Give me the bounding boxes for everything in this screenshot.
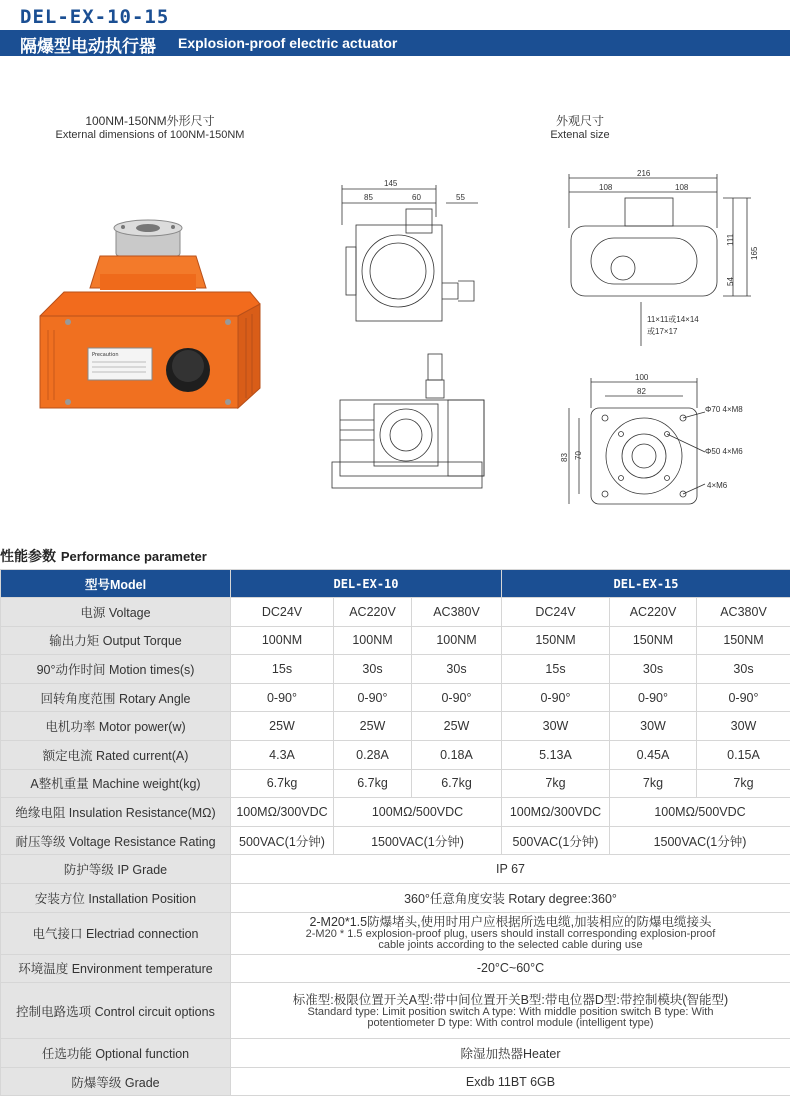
table-row — [1, 883, 790, 912]
table-cell: 100MΩ/500VDC — [334, 798, 502, 827]
flange-dim-100: 100 — [635, 373, 649, 382]
table-row — [1, 826, 790, 855]
table-cell: -20°C~60°C — [231, 954, 790, 983]
side-dim-right: 55 — [456, 193, 465, 202]
table-cell: DC24V — [231, 598, 334, 627]
table-cell: 25W — [412, 712, 502, 741]
row-label: 额定电流 Rated current(A) — [1, 740, 231, 769]
table-cell: AC220V — [334, 598, 412, 627]
table-row — [1, 740, 790, 769]
flange-dim-70: 70 — [574, 451, 583, 460]
table-cell: 4.3A — [231, 740, 334, 769]
row-label: 任选功能 Optional function — [1, 1039, 231, 1068]
table-cell: 500VAC(1分钟) — [231, 826, 334, 855]
table-cell: 0.15A — [697, 740, 790, 769]
table-cell: 150NM — [502, 626, 610, 655]
table-row — [1, 626, 790, 655]
table-cell: 0-90° — [697, 683, 790, 712]
side-view-2-drawing — [328, 350, 488, 500]
electrical-en-2: cable joints according to the selected cable during use — [378, 939, 643, 952]
row-label: 环境温度 Environment temperature — [1, 954, 231, 983]
right-caption-cn: 外观尺寸 — [555, 114, 604, 128]
top-dim-total: 216 — [637, 169, 651, 178]
row-label: 安装方位 Installation Position — [1, 883, 231, 912]
header-model-b: DEL-EX-15 — [502, 570, 790, 598]
table-cell: 500VAC(1分钟) — [502, 826, 610, 855]
top-dim-left: 108 — [599, 183, 613, 192]
flange-dim-82: 82 — [637, 387, 646, 396]
table-cell: 1500VAC(1分钟) — [334, 826, 502, 855]
table-cell: 100NM — [334, 626, 412, 655]
row-label: 电气接口 Electriad connection — [1, 912, 231, 954]
table-cell: 7kg — [610, 769, 697, 798]
row-label: 90°动作时间 Motion times(s) — [1, 655, 231, 684]
table-cell: 5.13A — [502, 740, 610, 769]
table-cell: 6.7kg — [231, 769, 334, 798]
flange-note-4m6: 4×M6 — [707, 481, 728, 490]
table-cell: 7kg — [502, 769, 610, 798]
table-cell: 0-90° — [610, 683, 697, 712]
performance-title-cn: 性能参数 — [0, 549, 56, 565]
side-dim-total: 145 — [384, 179, 398, 188]
right-caption — [520, 112, 640, 141]
header-model-label: 型号Model — [1, 570, 231, 598]
table-row — [1, 798, 790, 827]
right-caption-en: Extenal size — [550, 129, 610, 141]
table-cell: 100NM — [231, 626, 334, 655]
table-cell: 6.7kg — [334, 769, 412, 798]
top-dim-right: 108 — [675, 183, 689, 192]
table-cell: 30s — [412, 655, 502, 684]
top-dim-h1: 111 — [726, 233, 735, 246]
row-label: 电源 Voltage — [1, 598, 231, 627]
flange-dim-83: 83 — [560, 453, 569, 462]
side-view-drawing — [328, 175, 488, 335]
top-dim-h2: 165 — [750, 246, 759, 260]
top-dim-h3: 54 — [726, 277, 735, 286]
row-label: 防爆等级 Grade — [1, 1067, 231, 1096]
row-label: 输出力矩 Output Torque — [1, 626, 231, 655]
row-label: 耐压等级 Voltage Resistance Rating — [1, 826, 231, 855]
flange-note-phi70: Φ70 4×M8 — [705, 405, 743, 414]
table-cell: 0.45A — [610, 740, 697, 769]
table-cell: 25W — [231, 712, 334, 741]
table-cell: 30W — [502, 712, 610, 741]
table-cell: 30W — [697, 712, 790, 741]
flange-note-phi50: Φ50 4×M6 — [705, 447, 743, 456]
table-cell: 除湿加热器Heater — [231, 1039, 790, 1068]
table-cell: 30s — [610, 655, 697, 684]
table-row — [1, 954, 790, 983]
table-cell: IP 67 — [231, 855, 790, 884]
header-model-a: DEL-EX-10 — [231, 570, 502, 598]
left-caption-en: External dimensions of 100NM-150NM — [55, 129, 245, 141]
model-code: DEL-EX-10-15 — [20, 6, 170, 28]
control-en-2: potentiometer D type: With control module (intelligent type) — [367, 1016, 654, 1029]
side-dim-mid: 60 — [412, 193, 421, 202]
table-row — [1, 1067, 790, 1096]
top-note-1: 11×11或14×14 — [647, 315, 699, 324]
performance-title-en: Performance parameter — [60, 549, 207, 564]
table-cell: 15s — [502, 655, 610, 684]
row-label: A整机重量 Machine weight(kg) — [1, 769, 231, 798]
table-row — [1, 1039, 790, 1068]
table-cell: 360°任意角度安装 Rotary degree:360° — [231, 883, 790, 912]
title-band — [0, 30, 790, 56]
table-row — [1, 855, 790, 884]
table-row — [1, 769, 790, 798]
row-label: 回转角度范围 Rotary Angle — [1, 683, 231, 712]
flange-view-drawing — [555, 372, 780, 512]
table-cell: 7kg — [697, 769, 790, 798]
table-cell: 15s — [231, 655, 334, 684]
table-cell: 150NM — [610, 626, 697, 655]
table-row — [1, 655, 790, 684]
photo-label-text: Precaution — [92, 352, 119, 358]
table-cell: 0-90° — [412, 683, 502, 712]
side-dim-left: 85 — [364, 193, 373, 202]
row-label: 控制电路选项 Control circuit options — [1, 983, 231, 1039]
top-note-2: 或17×17 — [647, 327, 678, 336]
left-caption-cn: 100NM-150NM外形尺寸 — [85, 114, 215, 128]
control-cn: 标准型:极限位置开关A型:带中间位置开关B型:带电位器D型:带控制模块(智能型) — [292, 992, 729, 1007]
actuator-photo — [28, 218, 273, 418]
table-cell: 100NM — [412, 626, 502, 655]
simple-rows — [1, 598, 790, 798]
table-cell: 150NM — [697, 626, 790, 655]
table-cell: DC24V — [502, 598, 610, 627]
title-cn: 隔爆型电动执行器 — [20, 37, 156, 57]
row-label: 防护等级 IP Grade — [1, 855, 231, 884]
electrical-en-1: 2-M20 * 1.5 explosion-proof plug, users should install corresponding explosion-proof — [305, 928, 716, 941]
table-cell: 0-90° — [502, 683, 610, 712]
title-en: Explosion-proof electric actuator — [178, 35, 398, 51]
table-row — [1, 598, 790, 627]
table-cell: 0.28A — [334, 740, 412, 769]
table-cell: AC380V — [412, 598, 502, 627]
top-view-drawing — [545, 168, 785, 348]
table-row — [1, 983, 790, 1039]
spec-table — [0, 569, 790, 1096]
table-row — [1, 683, 790, 712]
table-cell: 0-90° — [231, 683, 334, 712]
table-row — [1, 912, 790, 954]
row-label: 电机功率 Motor power(w) — [1, 712, 231, 741]
table-cell: 1500VAC(1分钟) — [610, 826, 790, 855]
table-cell: AC380V — [697, 598, 790, 627]
table-cell: 0.18A — [412, 740, 502, 769]
table-cell: 100MΩ/300VDC — [231, 798, 334, 827]
electrical-cn: 2-M20*1.5防爆堵头,使用时用户应根据所选电缆,加装相应的防爆电缆接头 — [309, 915, 712, 930]
table-cell: 30W — [610, 712, 697, 741]
table-cell — [231, 912, 790, 954]
table-cell: Exdb 11BT 6GB — [231, 1067, 790, 1096]
performance-title — [0, 546, 207, 566]
table-cell: 25W — [334, 712, 412, 741]
table-cell: 0-90° — [334, 683, 412, 712]
table-cell: 30s — [697, 655, 790, 684]
table-cell: AC220V — [610, 598, 697, 627]
row-label: 绝缘电阻 Insulation Resistance(MΩ) — [1, 798, 231, 827]
table-cell: 30s — [334, 655, 412, 684]
table-row — [1, 712, 790, 741]
table-header-row — [1, 570, 790, 598]
left-caption — [40, 112, 260, 141]
control-en-1: Standard type: Limit position switch A type: With middle position switch B type: With — [307, 1005, 714, 1018]
table-cell: 6.7kg — [412, 769, 502, 798]
table-cell — [231, 983, 790, 1039]
page-header — [0, 0, 790, 58]
table-cell: 100MΩ/300VDC — [502, 798, 610, 827]
table-cell: 100MΩ/500VDC — [610, 798, 790, 827]
